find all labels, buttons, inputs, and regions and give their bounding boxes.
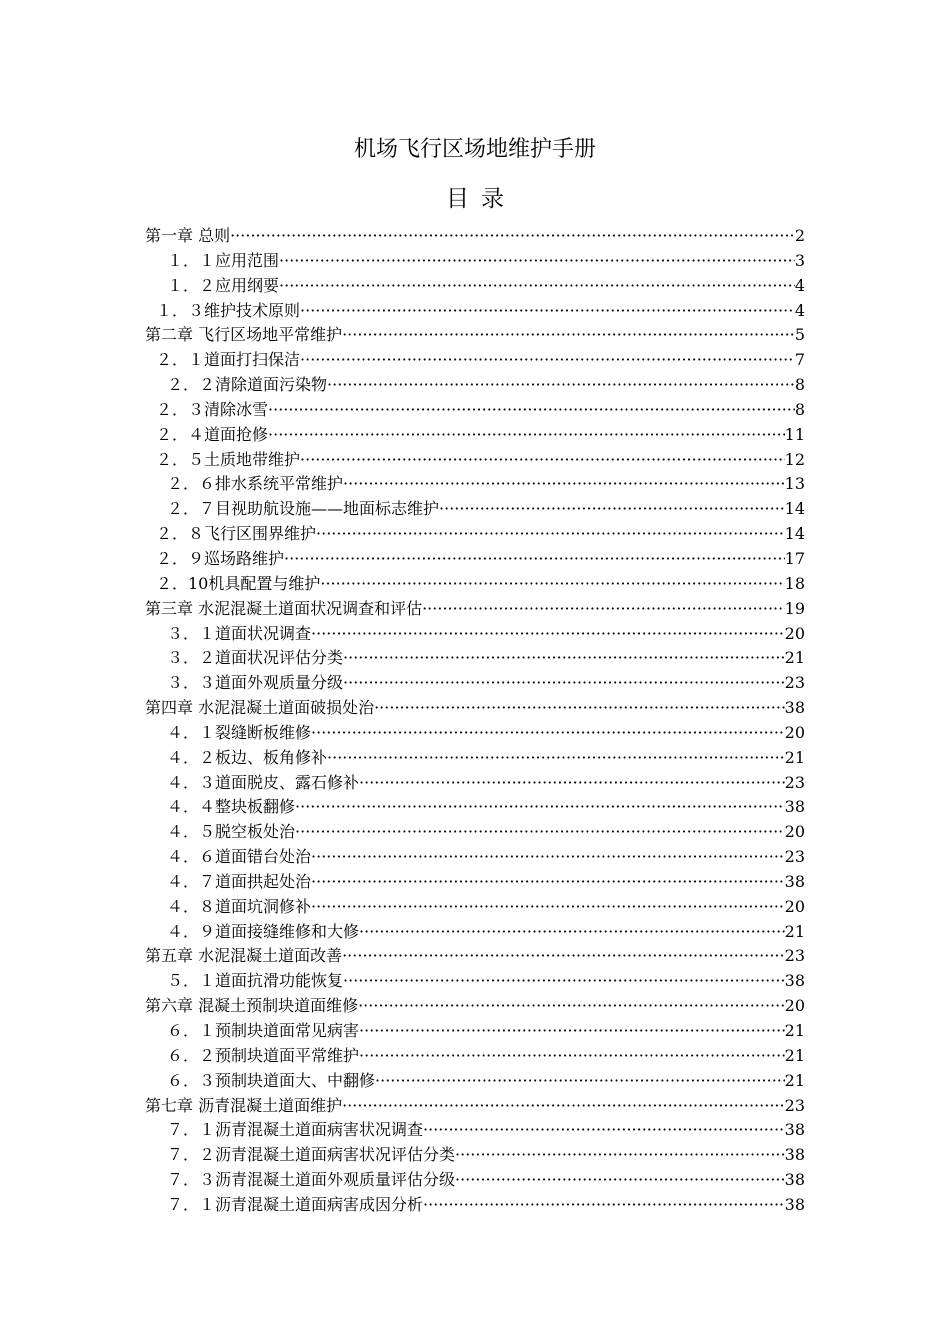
toc-dot-leader: [284, 547, 785, 571]
toc-entry-page-number: 38: [784, 698, 805, 718]
toc-entry[interactable]: [145, 845, 805, 870]
toc-entry-label: 第四章 水泥混凝土道面破损处治: [145, 698, 375, 718]
toc-entry[interactable]: [145, 1069, 805, 1094]
toc-dot-leader: [300, 448, 785, 472]
toc-entry[interactable]: [145, 622, 805, 647]
toc-entry-label: 第二章 飞行区场地平常维护: [145, 325, 343, 345]
toc-entry[interactable]: [145, 895, 805, 920]
toc-entry-page-number: 2: [794, 226, 805, 245]
toc-entry-label: １．２应用纲要: [167, 275, 280, 295]
toc-entry-label: 第七章 沥青混凝土道面维护: [145, 1095, 343, 1115]
toc-entry-label: ２．２清除道面污染物: [167, 375, 328, 395]
toc-entry-label: ４．９道面接缝维修和大修: [167, 921, 360, 941]
toc-entry-page-number: 8: [794, 399, 805, 419]
toc-entry[interactable]: [145, 721, 805, 746]
toc-entry-page-number: 23: [784, 946, 805, 966]
toc-entry-page-number: 38: [784, 1194, 805, 1214]
toc-entry[interactable]: [145, 1143, 805, 1168]
toc-entry-label: ６．２预制块道面平常维护: [167, 1045, 360, 1065]
toc-entry-label: ４．２板边、板角修补: [167, 747, 328, 767]
toc-entry-page-number: 38: [784, 1170, 805, 1190]
toc-entry[interactable]: [145, 323, 805, 348]
toc-entry-label: ７．１沥青混凝土道面病害成因分析: [167, 1194, 424, 1214]
toc-dot-leader: [327, 373, 795, 397]
toc-entry[interactable]: [145, 696, 805, 721]
toc-dot-leader: [268, 398, 795, 422]
toc-entry-page-number: 38: [784, 871, 805, 891]
toc-entry-label: ５．１道面抗滑功能恢复: [167, 971, 344, 991]
toc-entry-page-number: 23: [784, 673, 805, 693]
toc-dot-leader: [359, 1019, 785, 1043]
toc-heading: 目录: [446, 186, 516, 212]
toc-entry[interactable]: [145, 1168, 805, 1193]
toc-dot-leader: [311, 870, 785, 894]
toc-dot-leader: [327, 746, 785, 770]
toc-entry[interactable]: [145, 398, 805, 423]
toc-entry-page-number: 14: [784, 524, 805, 544]
toc-dot-leader: [359, 771, 785, 795]
toc-dot-leader: [311, 622, 785, 646]
toc-entry-label: ３．２道面状况评估分类: [167, 648, 344, 668]
toc-entry-label: ４．５脱空板处治: [167, 822, 296, 842]
toc-entry-page-number: 20: [784, 623, 805, 643]
toc-entry-label: ４．１裂缝断板维修: [167, 722, 312, 742]
toc-dot-leader: [423, 1193, 785, 1217]
toc-dot-leader: [422, 597, 785, 621]
toc-dot-leader: [343, 646, 785, 670]
toc-entry[interactable]: [145, 1094, 805, 1119]
toc-entry[interactable]: [145, 274, 805, 299]
toc-entry-page-number: 13: [784, 474, 805, 494]
toc-dot-leader: [295, 820, 785, 844]
toc-entry-label: 第一章 总则: [145, 226, 231, 245]
toc-entry-label: ２．10机具配置与维护: [156, 573, 321, 593]
toc-entry-label: ２．４道面抢修: [156, 424, 269, 444]
toc-entry[interactable]: [145, 969, 805, 994]
toc-entry-label: ２．５土质地带维护: [156, 449, 301, 469]
toc-dot-leader: [279, 274, 795, 298]
toc-entry-label: 第三章 水泥混凝土道面状况调查和评估: [145, 598, 423, 618]
toc-entry-label: ６．３预制块道面大、中翻修: [167, 1070, 376, 1090]
toc-entry-page-number: 21: [784, 921, 805, 941]
toc-entry[interactable]: [145, 920, 805, 945]
toc-entry-label: ２．７目视助航设施——地面标志维护: [167, 499, 440, 519]
toc-entry-label: ２．１道面打扫保洁: [156, 350, 301, 370]
toc-entry-page-number: 20: [784, 996, 805, 1016]
toc-entry[interactable]: [145, 994, 805, 1019]
toc-dot-leader: [316, 522, 785, 546]
toc-entry-label: ４．６道面错台处治: [167, 847, 312, 867]
toc-entry-label: ４．３道面脱皮、露石修补: [167, 772, 360, 792]
toc-entry-page-number: 21: [784, 1045, 805, 1065]
toc-entry-page-number: 17: [784, 548, 805, 568]
toc-entry-label: ２．６排水系统平常维护: [167, 474, 344, 494]
toc-dot-leader: [230, 224, 795, 248]
toc-entry[interactable]: [145, 299, 805, 324]
toc-dot-leader: [358, 994, 785, 1018]
toc-entry-page-number: 3: [794, 250, 805, 270]
document-title: 机场飞行区场地维护手册: [353, 137, 596, 162]
toc-entry-label: ７．２沥青混凝土道面病害状况评估分类: [167, 1145, 456, 1165]
toc-dot-leader: [423, 1118, 785, 1142]
toc-entry[interactable]: [145, 795, 805, 820]
toc-entry-page-number: 18: [784, 573, 805, 593]
toc-entry-page-number: 38: [784, 797, 805, 817]
toc-entry[interactable]: [145, 423, 805, 448]
toc-dot-leader: [455, 1168, 785, 1192]
toc-entry-label: 第六章 混凝土预制块道面维修: [145, 996, 359, 1016]
toc-dot-leader: [311, 845, 785, 869]
toc-entry-page-number: 19: [784, 598, 805, 618]
toc-entry-label: ７．３沥青混凝土道面外观质量评估分级: [167, 1170, 456, 1190]
toc-entry-page-number: 38: [784, 1145, 805, 1165]
toc-entry-label: 第五章 水泥混凝土道面改善: [145, 946, 343, 966]
toc-entry-page-number: 4: [794, 275, 805, 295]
toc-entry[interactable]: [145, 348, 805, 373]
toc-entry-page-number: 20: [784, 822, 805, 842]
toc-dot-leader: [343, 671, 785, 695]
toc-dot-leader: [342, 1094, 785, 1118]
toc-entry-page-number: 21: [784, 747, 805, 767]
toc-entry-page-number: 14: [784, 499, 805, 519]
toc-entry-label: ３．１道面状况调查: [167, 623, 312, 643]
toc-entry-page-number: 8: [794, 375, 805, 395]
toc-entry[interactable]: [145, 671, 805, 696]
toc-entry-page-number: 12: [784, 449, 805, 469]
toc-dot-leader: [279, 249, 795, 273]
toc-dot-leader: [311, 721, 785, 745]
toc-entry-page-number: 23: [784, 1095, 805, 1115]
toc-entry-page-number: 4: [794, 300, 805, 320]
toc-entry-label: ２．８飞行区围界维护: [156, 524, 317, 544]
toc-entry-label: ２．９巡场路维护: [156, 548, 285, 568]
toc-dot-leader: [374, 696, 785, 720]
toc-entry-label: ２．３清除冰雪: [156, 399, 269, 419]
toc-entry[interactable]: [145, 646, 805, 671]
toc-entry[interactable]: [145, 820, 805, 845]
toc-entry-label: ４．７道面拱起处治: [167, 871, 312, 891]
toc-dot-leader: [359, 1044, 785, 1068]
toc-dot-leader: [300, 348, 795, 372]
toc-entry-page-number: 21: [784, 648, 805, 668]
toc-entry-label: ６．１预制块道面常见病害: [167, 1021, 360, 1040]
toc-entry[interactable]: [145, 472, 805, 497]
toc-dot-leader: [300, 299, 795, 323]
toc-entry-page-number: 38: [784, 971, 805, 991]
toc-dot-leader: [375, 1069, 785, 1093]
toc-dot-leader: [268, 423, 785, 447]
toc-dot-leader: [342, 944, 785, 968]
toc-entry-page-number: 38: [784, 1120, 805, 1140]
toc-entry[interactable]: [145, 572, 805, 597]
toc-entry[interactable]: [145, 597, 805, 622]
toc-dot-leader: [439, 497, 785, 521]
toc-dot-leader: [311, 895, 785, 919]
toc-dot-leader: [342, 323, 795, 347]
toc-entry-label: １．１应用范围: [167, 250, 280, 270]
toc-entry[interactable]: [145, 771, 805, 796]
toc-entry-label: ４．４整块板翻修: [167, 797, 296, 817]
toc-entry[interactable]: [145, 1019, 805, 1044]
toc-entry[interactable]: [145, 249, 805, 274]
toc-dot-leader: [359, 920, 785, 944]
toc-dot-leader: [320, 572, 784, 596]
toc-entry-page-number: 20: [784, 896, 805, 916]
toc-entry-label: ７．１沥青混凝土道面病害状况调查: [167, 1120, 424, 1140]
toc-entry-page-number: 23: [784, 847, 805, 867]
toc-entry-page-number: 5: [794, 325, 805, 345]
toc-dot-leader: [455, 1143, 785, 1167]
toc-entry[interactable]: [145, 870, 805, 895]
toc-entry[interactable]: [145, 547, 805, 572]
toc-entry[interactable]: [145, 497, 805, 522]
toc-entry[interactable]: [145, 746, 805, 771]
toc-entry[interactable]: [145, 448, 805, 473]
toc-entry-page-number: 20: [784, 722, 805, 742]
toc-entry[interactable]: [145, 1118, 805, 1143]
toc-entry-page-number: 7: [794, 350, 805, 370]
toc-entry[interactable]: [145, 373, 805, 398]
toc-entry[interactable]: [145, 944, 805, 969]
toc-entry-label: ３．３道面外观质量分级: [167, 673, 344, 693]
toc-entry[interactable]: [145, 1044, 805, 1069]
toc-entry-page-number: 23: [784, 772, 805, 792]
toc-entry-label: １．３维护技术原则: [156, 300, 301, 320]
toc-entry-page-number: 21: [784, 1021, 805, 1040]
toc-entry-label: ４．８道面坑洞修补: [167, 896, 312, 916]
toc-entry-page-number: 11: [784, 424, 805, 444]
toc-entry[interactable]: [145, 224, 805, 249]
toc-dot-leader: [343, 472, 785, 496]
table-of-contents: [145, 224, 805, 1218]
toc-entry-page-number: 21: [784, 1070, 805, 1090]
toc-dot-leader: [343, 969, 785, 993]
toc-entry[interactable]: [145, 1193, 805, 1218]
toc-dot-leader: [295, 795, 785, 819]
toc-entry[interactable]: [145, 522, 805, 547]
